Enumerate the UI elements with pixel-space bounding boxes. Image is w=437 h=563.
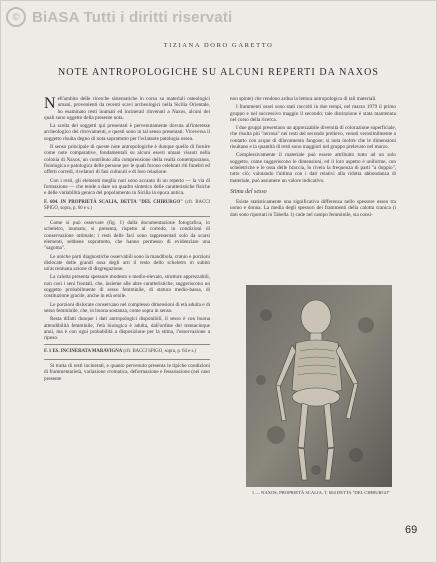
- right-column: [230, 96, 396, 220]
- caption-reference: (cfr. BACCI SPIGO, sopra, p. 60 e s.): [44, 200, 211, 212]
- paragraph: Le porzioni dislocate conservano nel complesso dimensioni di età adulta e di sesso femminile, che, in buona sostanza, come sopra in senso.: [44, 301, 210, 314]
- paragraph: I frammenti ossei sono stati raccolti in due tempi, nel marzo 1979 il primo gruppo e nel successivo maggio il secondo; tale distinzione è stata mantenuta nel corso della ricerca.: [230, 104, 396, 123]
- paragraph: Come si può osservare (fig. 1) dalla documentazione fotografica, lo scheletro, inumato, si presenta, rispetto al corredo, in condizioni di conservazione ottimale; i resti delle faci sono rappresentati solo da scarsi elementi, sebbene soprattutto, che hanno permesso di evidenziare una "sagoma".: [44, 220, 210, 252]
- caption-label: F. 604. IN PROPRIETÀ SCALIA, DETTA "DEL CHIRURGO": [44, 200, 183, 206]
- page-number: 69: [405, 524, 418, 536]
- paragraph: Esiste statisticamente una significativa differenza nello spessore osseo tra uomo e donna. La media degli spessori dei frammenti della calotta cranica (i dati sono riportati in Tabella 1) cade nel campo femminile, sia consi-: [230, 199, 396, 218]
- skeleton-burial-photo: [246, 285, 392, 487]
- divider: [44, 344, 210, 345]
- paragraph: La calotta presenta spessore modesto e medio-elevato, strutture apprezzabili, non così i seni frontali, che, insieme alle altre caratteristiche, suggeriscono un soggetto probabilmente di sesso femminile, di statura medio-bassa, di costituzione gracile, anche in età senile.: [44, 274, 210, 300]
- paragraph: Complessivamente il materiale può essere attribuito tutto ad un solo soggetto, come suggeriscono le dimensioni, ed il loro aspetto è uniforme, con scheletriche e le ossa delle braccia, lo rivela la frequenza di parti "a doppio", tutto ciò; valutando l'ultima con i dati relativi alla ridotta abbondanza di materiale, può assumere un valore indicativo.: [230, 152, 396, 184]
- divider: [44, 359, 210, 360]
- paragraph: Resta difatti dunque i dati antropologici disponibili, il sesso è con buona attendibilità femminile, l'età biologica è adulta, dall'ordine dei trentacinque anni, ma è con ogni probabilità a disposizione per la stima, l'osservazione a riposo.: [44, 316, 210, 342]
- paragraph: Il senso principale di queste note antropologiche è dunque quello di fornire come note comparative, fondamentali su alcuni esseri umani vissuti nella colonia di Naxos, un contributo alla comprensione della realtà contemporanea, fisiologica e patologica delle persone per le quali furono celebrati riti funebri ed offerti corredi, rivelatori di fasi culturali e di loro relazione.: [44, 144, 210, 176]
- paragraph: non spinte) che rendono ardua la lettura antropologica di tali materiali.: [230, 96, 377, 102]
- divider: [44, 216, 210, 217]
- caption-reference: (cfr. BACCI SPIGO, sopra, p. 64 e s.): [123, 349, 197, 355]
- photo-caption: 1 — NAXOS, PROPRIETÀ SCALIA, T. 604 DETTA "DEL CHIRURGO": [251, 490, 391, 495]
- paragraph-text: ell'ambito delle ricerche sistematiche in corso su materiali osteologici umani, provenienti da recenti scavi archeologici nella Sicilia Orientale, ho esaminato resti inumati ed incinerati rinvenuti a Naxos, alcuni dei quali sono oggetto della presente nota.: [44, 96, 210, 121]
- section-caption-2: [44, 349, 210, 355]
- caption-label: F. 1 ES. INCINERATA MARAVIGNA: [44, 349, 123, 355]
- author-name: TIZIANA DORO GARETTO: [163, 42, 274, 49]
- copyright-icon: ©: [6, 7, 26, 27]
- paragraph: Le uniche parti diagnostiche osservabili sono la mandibola, cranio e porzioni dislocate delle grandi ossa degli arti il resto dello scheletro in subito un'accentuata azione di disgregazione.: [44, 253, 210, 273]
- paragraph: Con i resti, gli elementi meglio noti sono accanto di un reperto — la via di formazione — che tende a dare un quadro sintetico delle caratteristiche fisiche e delle variabilità genica del popolamento in Sicilia in epoca antica.: [44, 177, 210, 197]
- opening-paragraph: [44, 96, 210, 121]
- section-caption-1: [44, 200, 210, 212]
- paragraph: Si tratta di resti incinerati, e quanto pervenuto presenta le tipiche condizioni di frammentarietà, variazione cromatica, deformazione e fessurazione (nel caso presente: [44, 363, 210, 382]
- watermark-text: BiASA Tutti i diritti riservati: [32, 8, 233, 26]
- left-column: [44, 96, 210, 384]
- paragraph: La scelta dei soggetti qui presentati è pervenutamente dovuta all'interesse archeologico dei ritrovamenti, e questi sono in tal senso presentati. Viceversa il soggetto risulta degno di nota soprattutto per l'eclatante patologia ossea.: [44, 123, 210, 142]
- section-heading: Stima del sesso: [230, 188, 267, 195]
- watermark: [6, 6, 346, 28]
- article-title: NOTE ANTROPOLOGICHE SU ALCUNI REPERTI DA NAXOS: [57, 67, 380, 78]
- paragraph: I due gruppi presentano un apprezzabile diversità di colorazione superficiale, che risulta più "terrosa" nei resti del secondo prelievo, venuti verosimilmente a contatto con acque di dilavamento fangose; si nota inoltre che le dimensioni risultano e la quantità di resti sono maggiori nel gruppo prelevato nel marzo.: [230, 125, 396, 151]
- drop-cap: N: [44, 95, 56, 112]
